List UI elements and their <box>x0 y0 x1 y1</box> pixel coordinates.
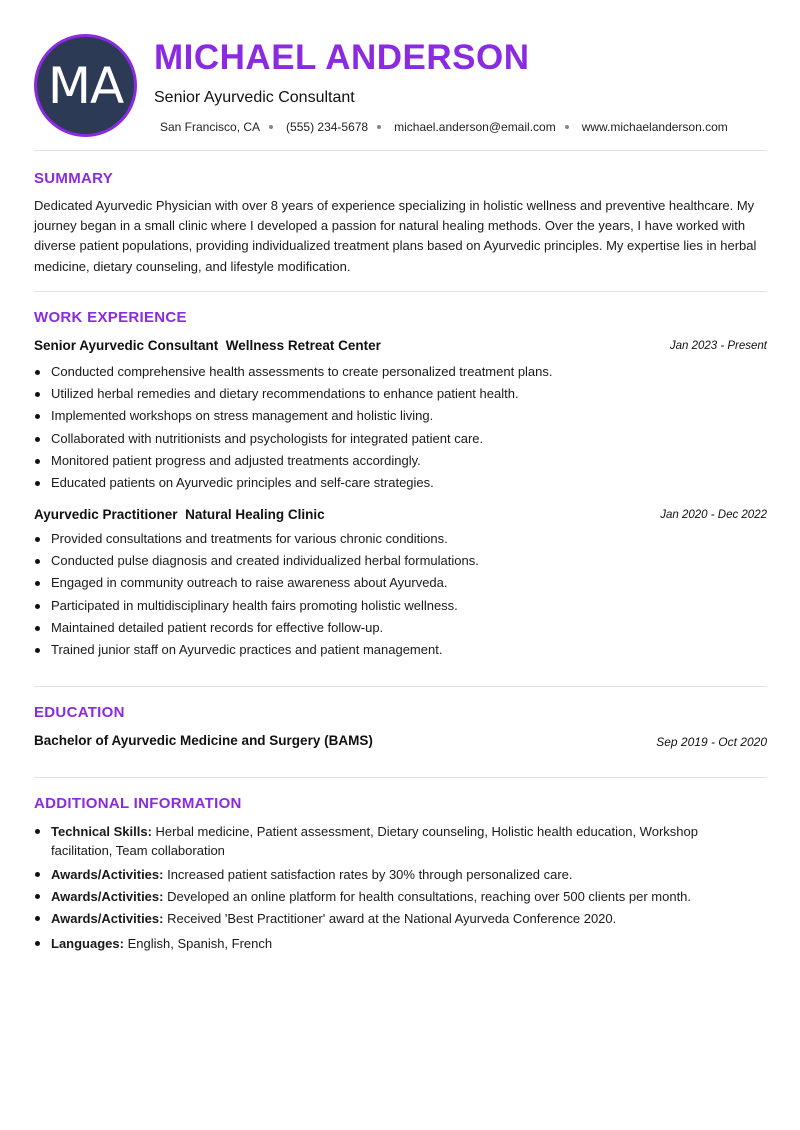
job-header <box>34 507 767 525</box>
list-item: Implemented workshops on stress management and holistic living. <box>51 405 767 427</box>
list-item <box>51 865 751 884</box>
item-label: Awards/Activities: <box>51 889 164 904</box>
job-header <box>34 338 767 356</box>
item-text: Herbal medicine, Patient assessment, Dietary counseling, Holistic health education, Workshop facilitation, Team collaboration <box>51 824 698 858</box>
contact-website: www.michaelanderson.com <box>581 120 728 134</box>
item-label: Awards/Activities: <box>51 911 164 926</box>
separator-dot-icon <box>269 125 273 129</box>
candidate-name: MICHAEL ANDERSON <box>154 38 530 77</box>
summary-text: Dedicated Ayurvedic Physician with over 8 years of experience specializing in holistic wellness and preventive healthcare. My journey began in a small clinic where I developed a passion for natural healing methods. Over the years, I have worked with diverse patient populations, providing individualized treatment plans based on Ayurvedic principles. My expertise lies in herbal medicine, dietary counseling, and lifestyle modification. <box>34 198 757 274</box>
list-item: Monitored patient progress and adjusted treatments accordingly. <box>51 450 767 472</box>
job-role: Ayurvedic Practitioner <box>34 507 178 522</box>
job-title <box>34 338 381 353</box>
education-entry <box>34 733 767 751</box>
experience-heading: WORK EXPERIENCE <box>34 309 187 326</box>
item-label: Languages: <box>51 936 124 951</box>
job-bullets <box>51 361 767 494</box>
item-text: Received 'Best Practitioner' award at the National Ayurveda Conference 2020. <box>167 911 617 926</box>
list-item: Conducted pulse diagnosis and created individualized herbal formulations. <box>51 550 767 572</box>
avatar <box>34 34 137 137</box>
list-item <box>51 822 751 860</box>
education-heading: EDUCATION <box>34 704 125 721</box>
additional-heading: ADDITIONAL INFORMATION <box>34 795 242 812</box>
contact-email: michael.anderson@email.com <box>394 120 556 134</box>
list-item <box>51 887 751 906</box>
item-label: Awards/Activities: <box>51 867 164 882</box>
contact-phone: (555) 234-5678 <box>286 120 369 134</box>
item-text: English, Spanish, French <box>127 936 273 951</box>
contact-info <box>160 120 728 134</box>
degree-title: Bachelor of Ayurvedic Medicine and Surgery (BAMS) <box>34 733 373 748</box>
candidate-headline: Senior Ayurvedic Consultant <box>154 89 355 106</box>
list-item: Maintained detailed patient records for effective follow-up. <box>51 617 767 639</box>
item-label: Technical Skills: <box>51 824 152 839</box>
list-item <box>51 934 751 953</box>
divider <box>34 291 767 292</box>
contact-location: San Francisco, CA <box>160 120 261 134</box>
resume-page <box>34 0 767 1130</box>
education-dates: Sep 2019 - Oct 2020 <box>656 735 767 749</box>
job-dates: Jan 2023 - Present <box>669 340 767 352</box>
list-item: Participated in multidisciplinary health fairs promoting holistic wellness. <box>51 595 767 617</box>
divider <box>34 150 767 151</box>
divider <box>34 777 767 778</box>
separator-dot-icon <box>377 125 381 129</box>
separator-dot-icon <box>565 125 569 129</box>
list-item: Educated patients on Ayurvedic principles and self-care strategies. <box>51 472 767 494</box>
list-item: Conducted comprehensive health assessments to create personalized treatment plans. <box>51 361 767 383</box>
list-item <box>51 909 751 928</box>
list-item: Provided consultations and treatments for various chronic conditions. <box>51 528 767 550</box>
list-item: Engaged in community outreach to raise awareness about Ayurveda. <box>51 572 767 594</box>
list-item: Trained junior staff on Ayurvedic practices and patient management. <box>51 639 767 661</box>
list-item: Collaborated with nutritionists and psychologists for integrated patient care. <box>51 428 767 450</box>
job-bullets <box>51 528 767 661</box>
item-text: Increased patient satisfaction rates by 30% through personalized care. <box>167 867 573 882</box>
list-item: Utilized herbal remedies and dietary recommendations to enhance patient health. <box>51 383 767 405</box>
job-company: Wellness Retreat Center <box>225 338 381 353</box>
additional-list <box>51 822 751 953</box>
job-role: Senior Ayurvedic Consultant <box>34 338 219 353</box>
avatar-initials: MA <box>47 56 124 115</box>
job-title <box>34 507 325 522</box>
job-company: Natural Healing Clinic <box>185 507 325 522</box>
divider <box>34 686 767 687</box>
item-text: Developed an online platform for health consultations, reaching over 500 clients per month. <box>167 889 692 904</box>
job-dates: Jan 2020 - Dec 2022 <box>660 509 767 521</box>
summary-heading: SUMMARY <box>34 170 114 187</box>
